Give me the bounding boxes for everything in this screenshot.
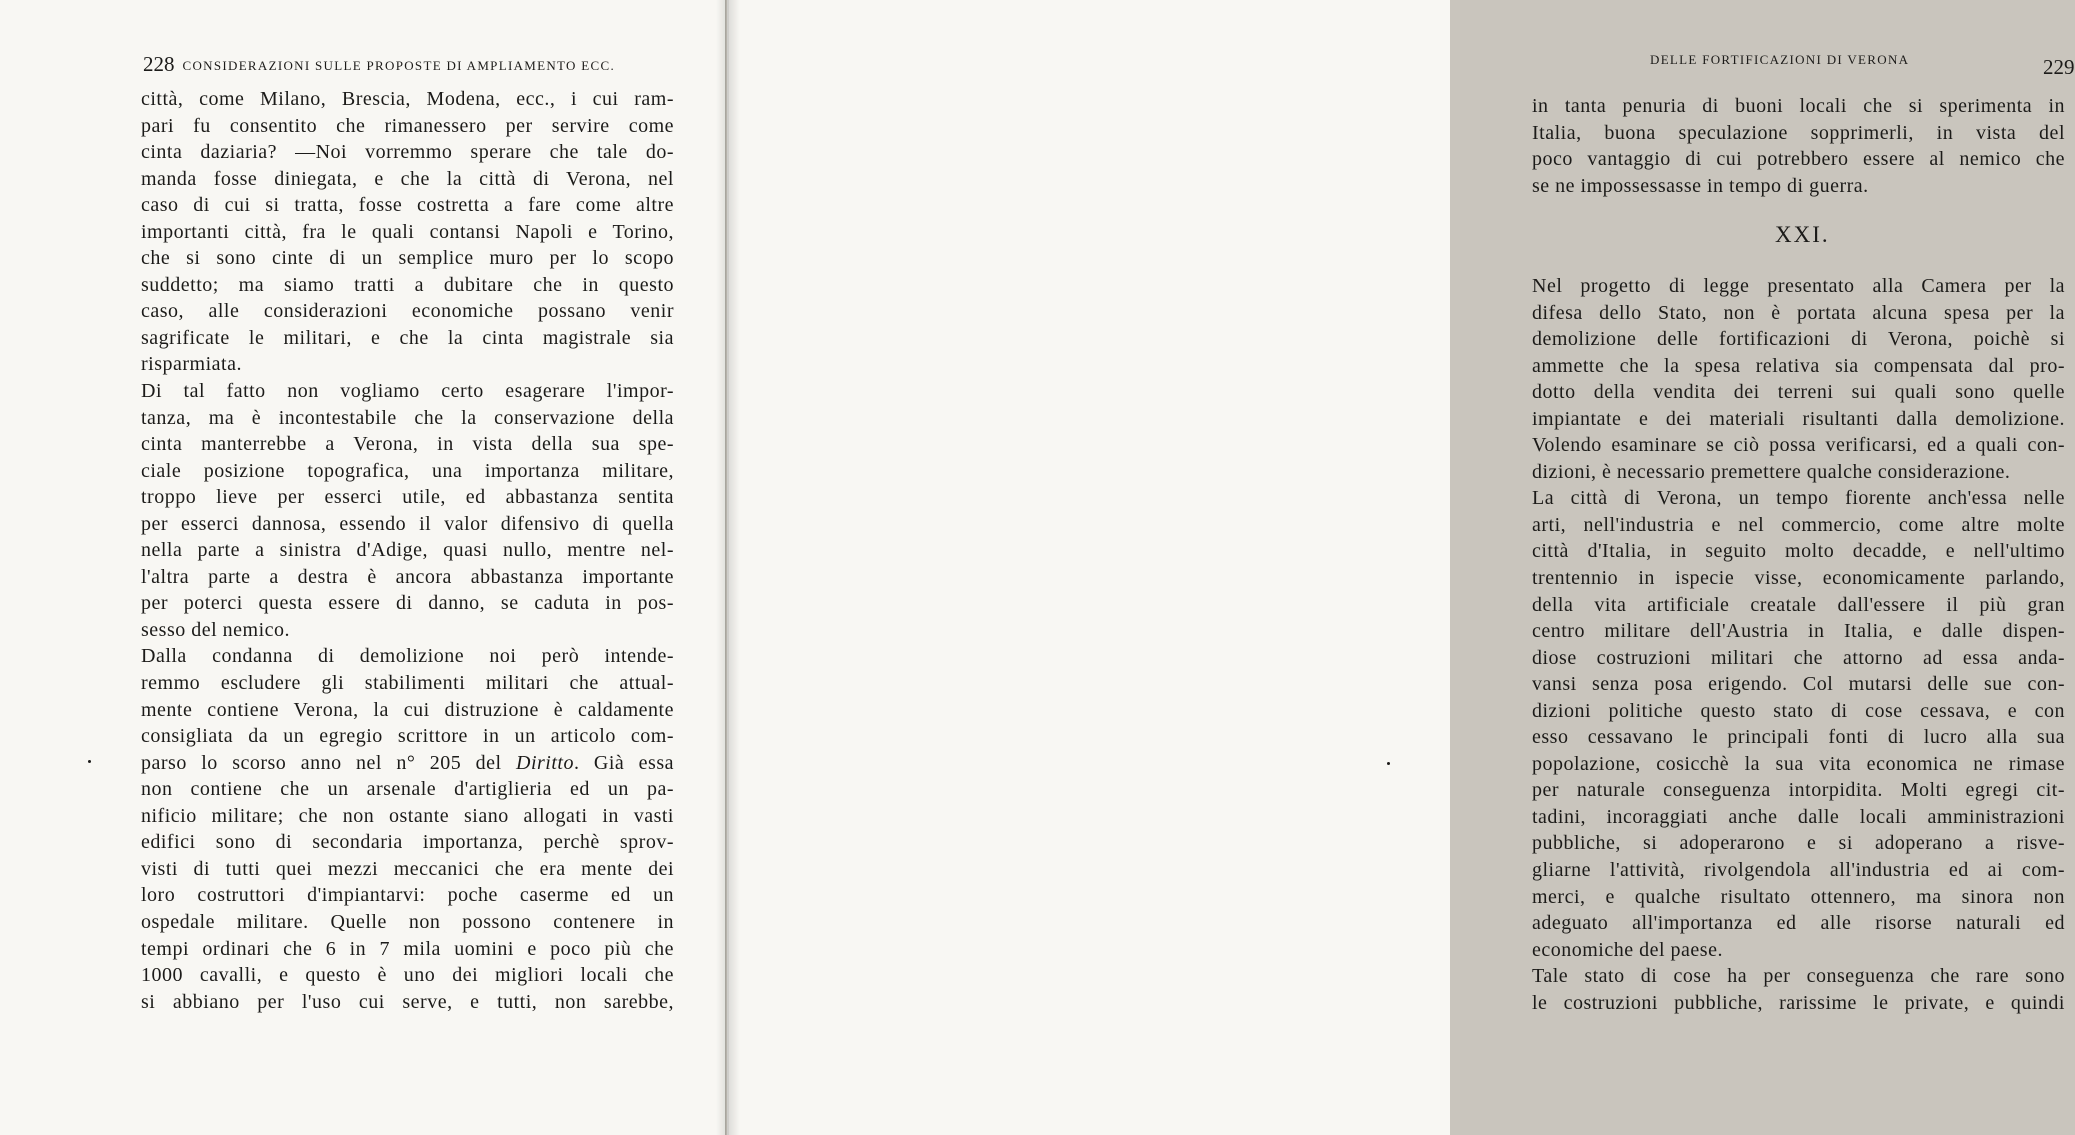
text-line: centro militare dell'Austria in Italia, e dalle dispen- — [1532, 620, 2065, 643]
text-line: dizioni politiche questo stato di cose cessava, e con — [1532, 699, 2065, 722]
left-running-head — [143, 52, 615, 77]
text-line: Italia, buona speculazione sopprimerli, in vista del — [1532, 121, 2065, 144]
text-line: risparmiata. — [141, 353, 242, 376]
text-line: edifici sono di secondaria importanza, perchè sprov- — [141, 831, 674, 854]
text-line: Tale stato di cose ha per conseguenza che rare sono — [1532, 965, 2065, 988]
right-page — [727, 0, 2075, 1135]
text-line: in tanta penuria di buoni locali che si sperimenta in — [1532, 95, 2065, 117]
right-body-text-top — [1532, 93, 2065, 199]
text-line: suddetto; ma siamo tratti a dubitare che in questo — [141, 273, 674, 296]
book-gutter — [716, 0, 740, 1135]
text-line: pari fu consentito che rimanessero per servire come — [141, 114, 674, 137]
text-line: cinta manterrebbe a Verona, in vista della sua spe- — [141, 433, 674, 456]
left-body-text — [141, 86, 674, 1015]
text-line: ciale posizione topografica, una importanza militare, — [141, 459, 674, 482]
text-line: troppo lieve per esserci utile, ed abbastanza sentita — [141, 486, 674, 509]
text-line: Nel progetto di legge presentato alla Camera per la — [1532, 275, 2065, 297]
text-line: se ne impossessasse in tempo di guerra. — [1532, 174, 1869, 197]
text-line: pubbliche, si adoperarono e si adoperano a risve- — [1532, 832, 2065, 855]
text-line: esso cessavano le principali fonti di lucro alla sua — [1532, 726, 2065, 749]
text-line: adeguato all'importanza ed alle risorse naturali ed — [1532, 912, 2065, 935]
text-line: l'altra parte a destra è ancora abbastanza importante — [141, 565, 674, 588]
text-line: per poterci questa essere di danno, se caduta in pos- — [141, 592, 674, 615]
text-line: impiantate e dei materiali risultanti dalla demolizione. — [1532, 407, 2065, 430]
text-line: consigliata da un egregio scrittore in un articolo com- — [141, 725, 674, 748]
text-line: sesso del nemico. — [141, 618, 291, 641]
text-line: 1000 cavalli, e questo è uno dei migliori locali che — [141, 964, 674, 987]
text-line: vansi senza posa erigendo. Col mutarsi delle sue con- — [1532, 673, 2065, 696]
text-line: visti di tutti quei mezzi meccanici che era mente dei — [141, 857, 674, 880]
text-line: tanza, ma è incontestabile che la conservazione della — [141, 406, 674, 429]
text-line: per naturale conseguenza intorpidita. Molti egregi cit- — [1532, 779, 2065, 802]
text-line: si abbiano per l'uso cui serve, e tutti, non sarebbe, — [141, 990, 674, 1013]
text-line: ammette che la spesa relativa sia compensata dal pro- — [1532, 354, 2065, 377]
text-line: difesa dello Stato, non è portata alcuna spesa per la — [1532, 301, 2065, 324]
text-line: non contiene che un arsenale d'artiglieria ed un pa- — [141, 778, 674, 801]
text-line: manda fosse diniegata, e che la città di Verona, nel — [141, 167, 674, 190]
right-page-number: 229 — [2043, 55, 2075, 79]
text-line: città d'Italia, in seguito molto decadde, e nell'ultimo — [1532, 540, 2065, 563]
text-line: popolazione, cosicchè la sua vita economica ne rimase — [1532, 752, 2065, 775]
left-running-head-title: CONSIDERAZIONI SULLE PROPOSTE DI AMPLIAMENTO ECC. — [182, 58, 616, 73]
right-running-head: DELLE FORTIFICAZIONI DI VERONA — [1650, 52, 1910, 67]
right-body-text-main — [1532, 273, 2065, 1016]
text-line: remmo escludere gli stabilimenti militari che attual- — [141, 672, 674, 695]
text-line: importanti città, fra le quali contansi Napoli e Torino, — [141, 220, 674, 243]
text-line: dizioni, è necessario premettere qualche considerazione. — [1532, 460, 2011, 483]
text-line: cinta daziaria? —Noi vorremmo sperare che tale do- — [141, 141, 674, 164]
text-line: La città di Verona, un tempo fiorente anch'essa nelle — [1532, 487, 2065, 510]
text-line: le costruzioni pubbliche, rarissime le private, e quindi — [1532, 991, 2065, 1014]
text-line: diose costruzioni militari che attorno ad essa anda- — [1532, 646, 2065, 669]
text-line: tadini, incoraggiati anche dalle locali amministrazioni — [1532, 805, 2065, 828]
text-line: nella parte a sinistra d'Adige, quasi nullo, mentre nel- — [141, 539, 674, 562]
text-line: caso, alle considerazioni economiche possano venir — [141, 300, 674, 323]
chapter-heading: XXI. — [1775, 222, 1830, 247]
text-line: ospedale militare. Quelle non possono contenere in — [141, 910, 674, 933]
text-line: per esserci dannosa, essendo il valor difensivo di quella — [141, 512, 674, 535]
text-line: Di tal fatto non vogliamo certo esagerare l'impor- — [141, 380, 674, 403]
text-line: merci, e qualche risultato ottennero, ma sinora non — [1532, 885, 2065, 908]
text-line: che si sono cinte di un semplice muro per lo scopo — [141, 247, 674, 270]
text-line: città, come Milano, Brescia, Modena, ecc., i cui ram- — [141, 88, 674, 110]
text-line: dotto della vendita dei terreni sui quali sono quelle — [1532, 381, 2065, 404]
text-line: arti, nell'industria e nel commercio, come altre molte — [1532, 513, 2065, 536]
text-line: Volendo esaminare se ciò possa verificarsi, ed a quali con- — [1532, 434, 2065, 457]
paper-speck — [88, 760, 91, 763]
text-line: demolizione delle fortificazioni di Verona, poichè si — [1532, 328, 2065, 351]
paper-speck — [1387, 762, 1390, 765]
text-line: sagrificate le militari, e che la cinta magistrale sia — [141, 326, 674, 349]
text-line: Dalla condanna di demolizione noi però intende- — [141, 645, 674, 668]
text-line: loro costruttori d'impiantarvi: poche caserme ed un — [141, 884, 674, 907]
text-line: nificio militare; che non ostante siano allogati in vasti — [141, 804, 674, 827]
text-line: tempi ordinari che 6 in 7 mila uomini e poco più che — [141, 937, 674, 960]
text-line: gliarne l'attività, rivolgendola all'industria ed ai com- — [1532, 859, 2065, 882]
periodical-title: Diritto — [516, 751, 574, 774]
left-page-number: 228 — [143, 52, 175, 76]
text-line: caso di cui si tratta, fosse costretta a fare come altre — [141, 194, 674, 217]
text-line: parso lo scorso anno nel n° 205 del Diritto. Già essa — [141, 751, 674, 774]
text-line: mente contiene Verona, la cui distruzione è caldamente — [141, 698, 674, 721]
text-line: poco vantaggio di cui potrebbero essere al nemico che — [1532, 148, 2065, 171]
text-line: della vita artificiale creatale dall'essere il più gran — [1532, 593, 2065, 616]
text-line: trentennio in ispecie visse, economicamente parlando, — [1532, 567, 2065, 590]
text-line: economiche del paese. — [1532, 938, 1723, 961]
left-page — [0, 0, 726, 1135]
